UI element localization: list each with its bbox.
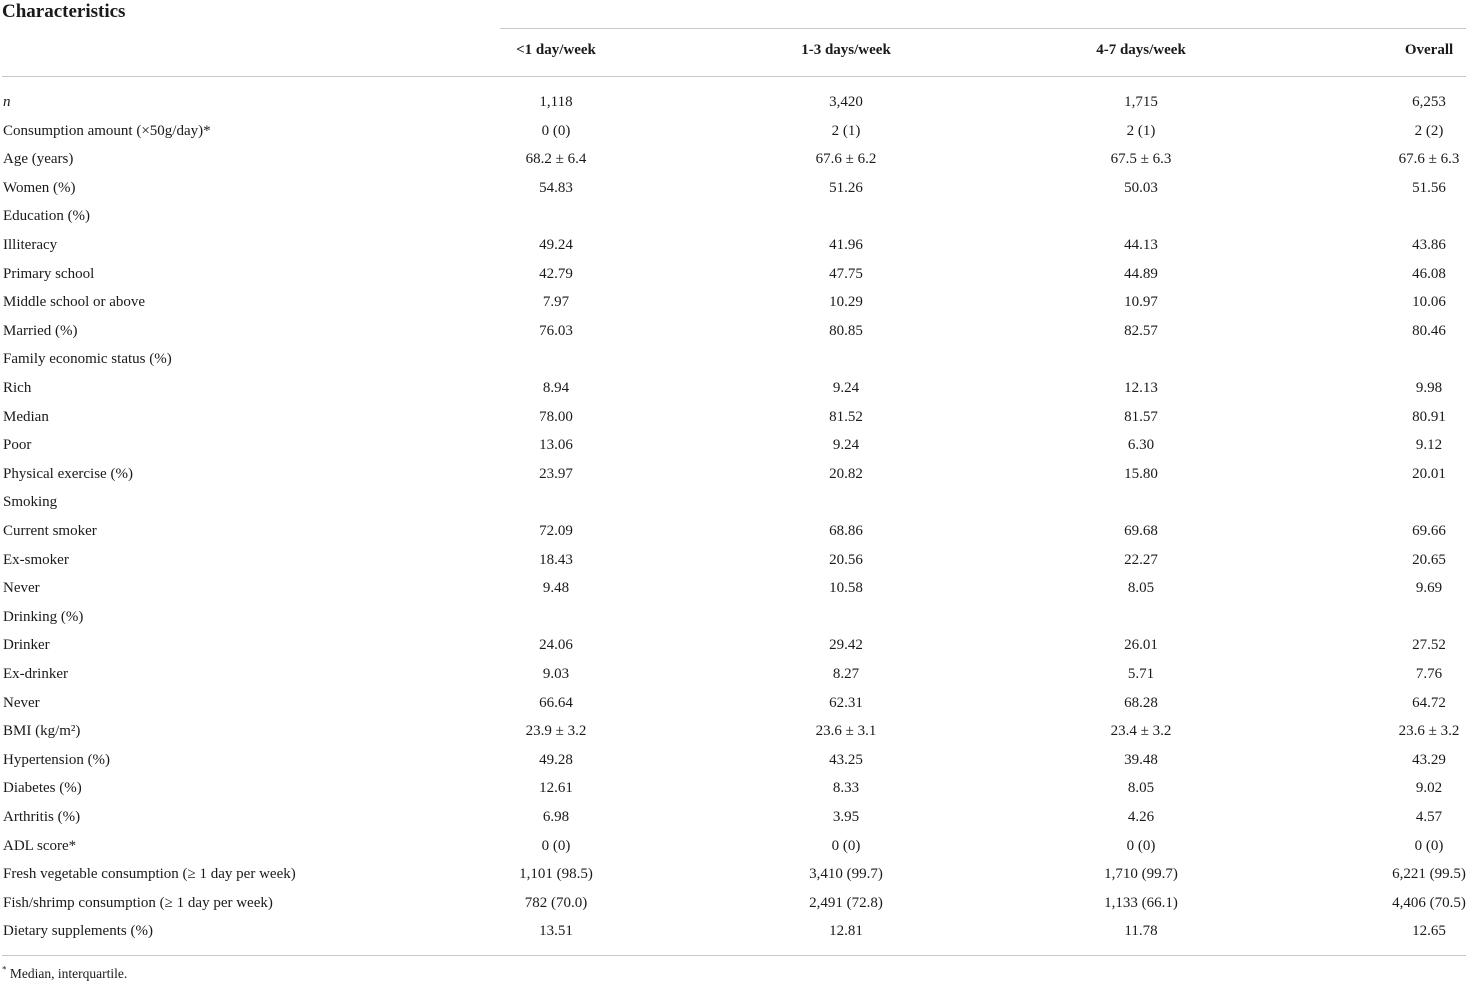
table-cell: 69.66 [1412, 523, 1446, 539]
table-cell: 49.28 [539, 751, 573, 768]
table-title: Characteristics [2, 1, 126, 22]
table-cell: 80.85 [829, 322, 863, 339]
table-row [0, 431, 1468, 460]
table-cell: 44.89 [1124, 265, 1158, 282]
table-cell: 5.71 [1127, 666, 1155, 682]
table-cell: 8.27 [832, 666, 860, 682]
table-cell: 81.57 [1124, 408, 1158, 425]
table-cell: 12.81 [829, 923, 863, 940]
row-label: n [3, 94, 11, 110]
row-label: Family economic status (%) [3, 351, 172, 368]
table-cell: 20.01 [1412, 465, 1446, 482]
table-row [0, 746, 1468, 775]
table-cell: 4.57 [1415, 809, 1443, 825]
row-label: Never [3, 694, 40, 711]
column-header-4to7: 4-7 days/week [1096, 42, 1186, 58]
table-cell: 0 (0) [1414, 837, 1444, 854]
row-label: Primary school [3, 265, 95, 282]
row-label: Ex-smoker [3, 551, 69, 568]
table-cell: 80.91 [1412, 408, 1446, 425]
table-cell: 15.80 [1124, 465, 1158, 482]
table-cell: 10.29 [829, 294, 863, 311]
table-row [0, 174, 1468, 203]
header-top-rule [500, 28, 1466, 29]
table-row [0, 403, 1468, 432]
row-label: Arthritis (%) [3, 809, 81, 825]
row-label: Age (years) [3, 151, 74, 168]
table-row [0, 117, 1468, 146]
table-cell: 8.05 [1127, 580, 1155, 597]
table-cell: 2 (1) [831, 122, 861, 139]
table-cell: 41.96 [829, 237, 863, 253]
row-label: Diabetes (%) [3, 780, 82, 797]
table-cell: 13.51 [539, 923, 573, 940]
table-cell: 6,253 [1412, 94, 1446, 110]
table-cell: 8.33 [832, 780, 860, 797]
table-row [0, 832, 1468, 861]
table-cell: 10.58 [829, 580, 863, 597]
table-cell: 4.26 [1127, 809, 1155, 825]
table-row [0, 717, 1468, 746]
table-cell: 68.28 [1124, 694, 1158, 711]
table-cell: 26.01 [1124, 637, 1158, 654]
table-cell: 2,491 (72.8) [809, 894, 883, 911]
row-label: Education (%) [3, 208, 91, 225]
table-cell: 6.98 [542, 809, 570, 825]
table-cell: 22.27 [1124, 551, 1158, 568]
table-cell: 12.65 [1412, 923, 1446, 940]
table-cell: 0 (0) [541, 837, 571, 854]
table-cell: 68.86 [829, 523, 863, 539]
table-cell: 43.25 [829, 751, 863, 768]
row-label: Drinking (%) [3, 608, 84, 625]
column-header-lt1: <1 day/week [516, 42, 596, 58]
table-cell: 64.72 [1412, 694, 1446, 711]
table-row [0, 88, 1468, 117]
row-label: Never [3, 580, 40, 597]
table-cell: 76.03 [539, 322, 573, 339]
table-cell: 0 (0) [541, 122, 571, 139]
table-row [0, 689, 1468, 718]
table-cell: 1,101 (98.5) [519, 866, 593, 883]
row-label: Women (%) [3, 179, 76, 196]
table-cell: 9.69 [1415, 580, 1443, 597]
table-cell: 47.75 [829, 265, 863, 282]
table-cell: 18.43 [539, 551, 573, 568]
table-row [0, 260, 1468, 289]
table-cell: 51.56 [1412, 179, 1446, 196]
table-cell: 0 (0) [1126, 837, 1156, 854]
table-cell: 46.08 [1412, 265, 1446, 282]
table-cell: 43.29 [1412, 751, 1446, 768]
table-cell: 50.03 [1124, 179, 1158, 196]
table-cell: 27.52 [1412, 637, 1446, 654]
table-row [0, 460, 1468, 489]
table-row [0, 660, 1468, 689]
table-cell: 66.64 [539, 694, 573, 711]
table-row [0, 889, 1468, 918]
table-cell: 20.82 [829, 465, 863, 482]
table-cell: 11.78 [1124, 923, 1158, 940]
table-cell: 3,420 [829, 94, 863, 110]
row-label: Smoking [3, 494, 58, 511]
table-cell: 68.2 ± 6.4 [525, 151, 587, 168]
column-header-1to3: 1-3 days/week [801, 42, 891, 58]
header-bottom-rule [2, 76, 1466, 77]
row-label: Ex-drinker [3, 666, 68, 682]
table-row [0, 345, 1468, 374]
row-label: Illiteracy [3, 237, 58, 253]
table-cell: 0 (0) [831, 837, 861, 854]
row-label: ADL score* [3, 837, 77, 854]
row-label: Median [3, 408, 49, 425]
table-cell: 42.79 [539, 265, 573, 282]
table-row [0, 546, 1468, 575]
table-cell: 1,710 (99.7) [1104, 866, 1178, 883]
row-label: Fresh vegetable consumption (≥ 1 day per week) [3, 866, 296, 883]
table-cell: 23.97 [539, 465, 573, 482]
table-cell: 9.24 [832, 380, 860, 396]
table-row [0, 517, 1468, 546]
table-cell: 44.13 [1124, 237, 1158, 253]
table-cell: 23.4 ± 3.2 [1110, 723, 1172, 740]
table-row [0, 288, 1468, 317]
table-cell: 9.48 [542, 580, 570, 597]
row-label: Poor [3, 437, 32, 454]
table-cell: 6.30 [1127, 437, 1155, 454]
table-cell: 2 (2) [1414, 122, 1444, 139]
table-cell: 1,133 (66.1) [1104, 894, 1178, 911]
table-cell: 6,221 (99.5) [1392, 866, 1466, 883]
row-label: Hypertension (%) [3, 751, 111, 768]
table-row [0, 774, 1468, 803]
table-cell: 1,118 [539, 94, 573, 110]
table-cell: 782 (70.0) [524, 894, 588, 911]
table-cell: 7.76 [1415, 666, 1443, 682]
table-cell: 12.61 [539, 780, 573, 797]
table-cell: 12.13 [1124, 380, 1158, 396]
table-cell: 9.12 [1415, 437, 1443, 454]
table-row [0, 574, 1468, 603]
table-footnote [2, 965, 127, 983]
table-cell: 78.00 [539, 408, 573, 425]
table-cell: 8.05 [1127, 780, 1155, 797]
table-cell: 9.98 [1415, 380, 1443, 396]
row-label: Drinker [3, 637, 50, 654]
table-row [0, 860, 1468, 889]
table-row [0, 631, 1468, 660]
table-cell: 23.6 ± 3.2 [1398, 723, 1460, 740]
column-header-overall: Overall [1404, 42, 1454, 58]
table-cell: 4,406 (70.5) [1392, 894, 1466, 911]
table-cell: 23.9 ± 3.2 [525, 723, 587, 740]
row-label: BMI (kg/m²) [3, 723, 81, 740]
table-cell: 49.24 [539, 237, 573, 253]
footnote-mark: * [2, 964, 7, 975]
table-cell: 13.06 [539, 437, 573, 454]
table-cell: 20.65 [1412, 551, 1446, 568]
row-label: Middle school or above [3, 294, 146, 311]
table-cell: 9.03 [542, 666, 570, 682]
table-cell: 72.09 [539, 523, 573, 539]
table-cell: 29.42 [829, 637, 863, 654]
table-row [0, 231, 1468, 260]
table-row [0, 917, 1468, 946]
table-bottom-rule [2, 955, 1466, 956]
table-cell: 3.95 [832, 809, 860, 825]
table-cell: 80.46 [1412, 322, 1446, 339]
table-cell: 82.57 [1124, 322, 1158, 339]
table-cell: 67.6 ± 6.3 [1398, 151, 1460, 168]
table-cell: 3,410 (99.7) [809, 866, 883, 883]
table-cell: 67.6 ± 6.2 [815, 151, 877, 168]
table-cell: 1,715 [1124, 94, 1158, 110]
table-cell: 10.97 [1124, 294, 1158, 311]
table-cell: 69.68 [1124, 523, 1158, 539]
table-cell: 39.48 [1124, 751, 1158, 768]
table-cell: 51.26 [829, 179, 863, 196]
table-row [0, 374, 1468, 403]
table-cell: 20.56 [829, 551, 863, 568]
table-row [0, 803, 1468, 832]
table-cell: 54.83 [539, 179, 573, 196]
table-row [0, 145, 1468, 174]
row-label: Current smoker [3, 523, 97, 539]
table-row [0, 317, 1468, 346]
table-cell: 67.5 ± 6.3 [1110, 151, 1172, 168]
table-cell: 7.97 [542, 294, 570, 311]
table-row [0, 488, 1468, 517]
row-label: Physical exercise (%) [3, 465, 133, 482]
table-row [0, 202, 1468, 231]
footnote-text: Median, interquartile. [9, 966, 128, 981]
row-label: Dietary supplements (%) [3, 923, 153, 940]
table-cell: 23.6 ± 3.1 [815, 723, 877, 740]
table-row [0, 603, 1468, 632]
table-cell: 43.86 [1412, 237, 1446, 253]
table-cell: 81.52 [829, 408, 863, 425]
table-cell: 24.06 [539, 637, 573, 654]
table-cell: 9.24 [832, 437, 860, 454]
table-cell: 2 (1) [1126, 122, 1156, 139]
row-label: Fish/shrimp consumption (≥ 1 day per week) [3, 894, 273, 911]
table-cell: 8.94 [542, 380, 570, 396]
row-label: Married (%) [3, 322, 78, 339]
table-cell: 62.31 [829, 694, 863, 711]
table-cell: 10.06 [1412, 294, 1446, 311]
row-label: Rich [3, 380, 32, 396]
table-cell: 9.02 [1415, 780, 1443, 797]
row-label: Consumption amount (×50g/day)* [3, 122, 211, 139]
